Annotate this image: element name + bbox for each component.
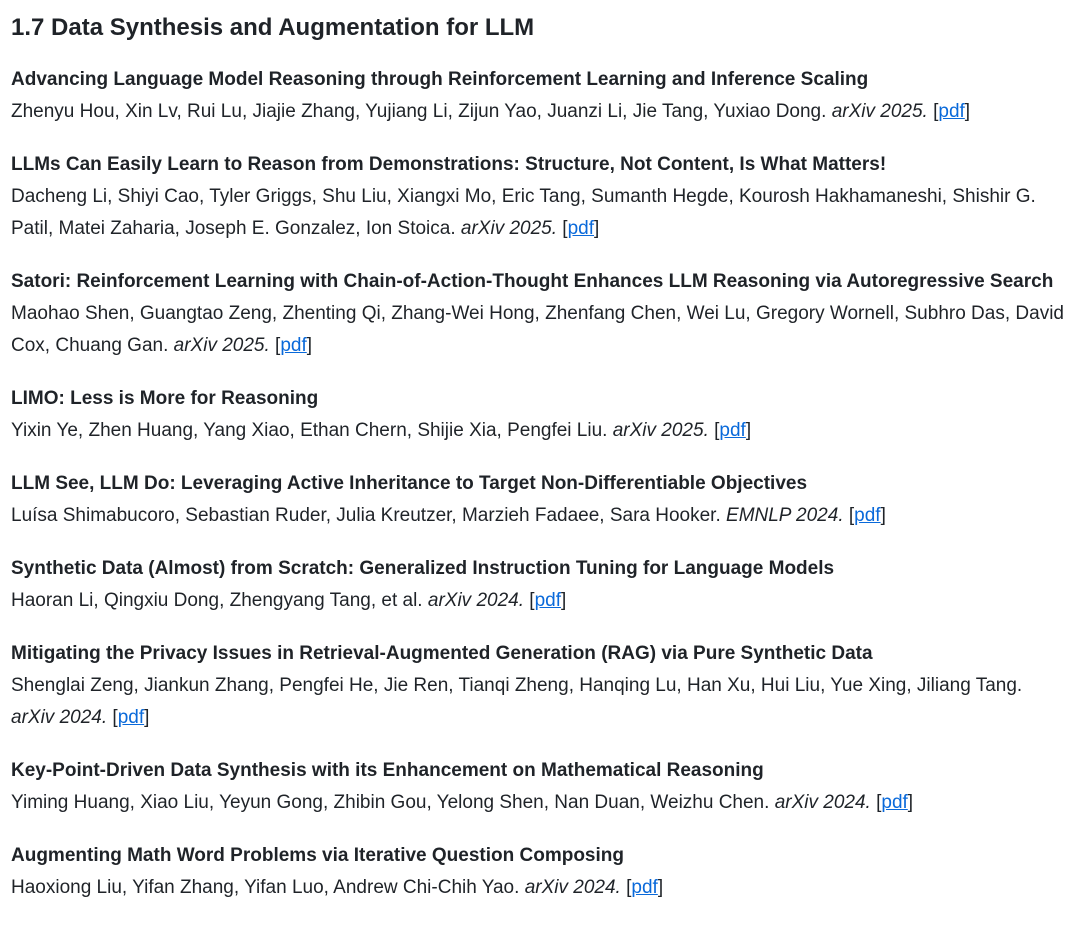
paper-authors: Haoran Li, Qingxiu Dong, Zhengyang Tang, et al.: [11, 590, 423, 611]
paper-entry: [11, 383, 1064, 447]
paper-entry: [11, 64, 1064, 128]
paper-citation: Maohao Shen, Guangtao Zeng, Zhenting Qi, Zhang-Wei Hong, Zhenfang Chen, Wei Lu, Gregory Wornell, Subhro Das, David Cox, Chuang Gan. arXiv 2025. [pdf]: [11, 303, 1064, 356]
paper-venue: arXiv 2025.: [831, 101, 928, 122]
paper-citation: Zhenyu Hou, Xin Lv, Rui Lu, Jiajie Zhang, Yujiang Li, Zijun Yao, Juanzi Li, Jie Tang, Yuxiao Dong. arXiv 2025. [pdf]: [11, 101, 971, 122]
pdf-link[interactable]: pdf: [854, 505, 881, 526]
paper-entry: [11, 840, 1064, 904]
paper-title: LIMO: Less is More for Reasoning: [11, 388, 319, 409]
pdf-link[interactable]: pdf: [567, 218, 595, 239]
paper-authors: Luísa Shimabucoro, Sebastian Ruder, Julia Kreutzer, Marzieh Fadaee, Sara Hooker.: [11, 505, 721, 526]
paper-entry: [11, 468, 1064, 532]
paper-title: Synthetic Data (Almost) from Scratch: Generalized Instruction Tuning for Language Models: [11, 558, 835, 579]
paper-entry: [11, 638, 1064, 734]
paper-title: Augmenting Math Word Problems via Iterative Question Composing: [11, 845, 624, 866]
paper-citation: Yiming Huang, Xiao Liu, Yeyun Gong, Zhibin Gou, Yelong Shen, Nan Duan, Weizhu Chen. arXiv 2024. [pdf]: [11, 792, 914, 813]
paper-entry: [11, 553, 1064, 617]
pdf-link[interactable]: pdf: [719, 420, 746, 441]
paper-citation: Shenglai Zeng, Jiankun Zhang, Pengfei He, Jie Ren, Tianqi Zheng, Hanqing Lu, Han Xu, Hui Liu, Yue Xing, Jiliang Tang. arXiv 2024. [pdf]: [11, 675, 1023, 728]
paper-authors: Yiming Huang, Xiao Liu, Yeyun Gong, Zhibin Gou, Yelong Shen, Nan Duan, Weizhu Chen.: [11, 792, 770, 813]
section-heading: 1.7 Data Synthesis and Augmentation for LLM: [11, 14, 535, 41]
pdf-link[interactable]: pdf: [280, 335, 307, 356]
pdf-link[interactable]: pdf: [117, 707, 145, 728]
paper-entry: [11, 149, 1064, 245]
paper-venue: arXiv 2025.: [612, 420, 709, 441]
paper-citation: Haoran Li, Qingxiu Dong, Zhengyang Tang, et al. arXiv 2024. [pdf]: [11, 590, 567, 611]
paper-citation: Luísa Shimabucoro, Sebastian Ruder, Julia Kreutzer, Marzieh Fadaee, Sara Hooker. EMNLP 2024. [pdf]: [11, 505, 886, 526]
paper-venue: arXiv 2025.: [173, 335, 270, 356]
paper-authors: Shenglai Zeng, Jiankun Zhang, Pengfei He, Jie Ren, Tianqi Zheng, Hanqing Lu, Han Xu, Hui Liu, Yue Xing, Jiliang Tang.: [11, 675, 1023, 696]
pdf-link[interactable]: pdf: [938, 101, 965, 122]
paper-citation: Dacheng Li, Shiyi Cao, Tyler Griggs, Shu Liu, Xiangxi Mo, Eric Tang, Sumanth Hegde, Kourosh Hakhamaneshi, Shishir G. Patil, Matei Zaharia, Joseph E. Gonzalez, Ion Stoica. arXiv 2025. [pdf]: [11, 186, 1036, 239]
paper-authors: Haoxiong Liu, Yifan Zhang, Yifan Luo, Andrew Chi-Chih Yao.: [11, 877, 520, 898]
paper-title: Advancing Language Model Reasoning through Reinforcement Learning and Inference Scaling: [11, 69, 869, 90]
paper-citation: Haoxiong Liu, Yifan Zhang, Yifan Luo, Andrew Chi-Chih Yao. arXiv 2024. [pdf]: [11, 877, 664, 898]
paper-citation: Yixin Ye, Zhen Huang, Yang Xiao, Ethan Chern, Shijie Xia, Pengfei Liu. arXiv 2025. [pdf]: [11, 420, 752, 441]
paper-authors: Zhenyu Hou, Xin Lv, Rui Lu, Jiajie Zhang, Yujiang Li, Zijun Yao, Juanzi Li, Jie Tang, Yuxiao Dong.: [11, 101, 827, 122]
paper-title: Satori: Reinforcement Learning with Chain-of-Action-Thought Enhances LLM Reasoning via Autoregressive Search: [11, 271, 1054, 292]
paper-list: [11, 64, 1064, 904]
paper-authors: Maohao Shen, Guangtao Zeng, Zhenting Qi, Zhang-Wei Hong, Zhenfang Chen, Wei Lu, Gregory Wornell, Subhro Das, David Cox, Chuang Gan.: [11, 303, 1064, 356]
paper-venue: arXiv 2024.: [774, 792, 871, 813]
paper-title: LLM See, LLM Do: Leveraging Active Inheritance to Target Non-Differentiable Objectives: [11, 473, 808, 494]
paper-venue: EMNLP 2024.: [726, 505, 844, 526]
pdf-link[interactable]: pdf: [534, 590, 561, 611]
pdf-link[interactable]: pdf: [881, 792, 908, 813]
pdf-link[interactable]: pdf: [631, 877, 658, 898]
paper-title: Mitigating the Privacy Issues in Retrieval-Augmented Generation (RAG) via Pure Synthetic Data: [11, 643, 873, 664]
paper-entry: [11, 755, 1064, 819]
paper-authors: Dacheng Li, Shiyi Cao, Tyler Griggs, Shu Liu, Xiangxi Mo, Eric Tang, Sumanth Hegde, Kourosh Hakhamaneshi, Shishir G. Patil, Matei Zaharia, Joseph E. Gonzalez, Ion Stoica.: [11, 186, 1036, 239]
paper-venue: arXiv 2024.: [11, 707, 108, 728]
paper-title: Key-Point-Driven Data Synthesis with its Enhancement on Mathematical Reasoning: [11, 760, 764, 781]
paper-authors: Yixin Ye, Zhen Huang, Yang Xiao, Ethan Chern, Shijie Xia, Pengfei Liu.: [11, 420, 608, 441]
paper-venue: arXiv 2024.: [524, 877, 621, 898]
paper-venue: arXiv 2024.: [427, 590, 524, 611]
paper-title: LLMs Can Easily Learn to Reason from Demonstrations: Structure, Not Content, Is What Matters!: [11, 154, 887, 175]
paper-venue: arXiv 2025.: [460, 218, 558, 239]
paper-entry: [11, 266, 1064, 362]
